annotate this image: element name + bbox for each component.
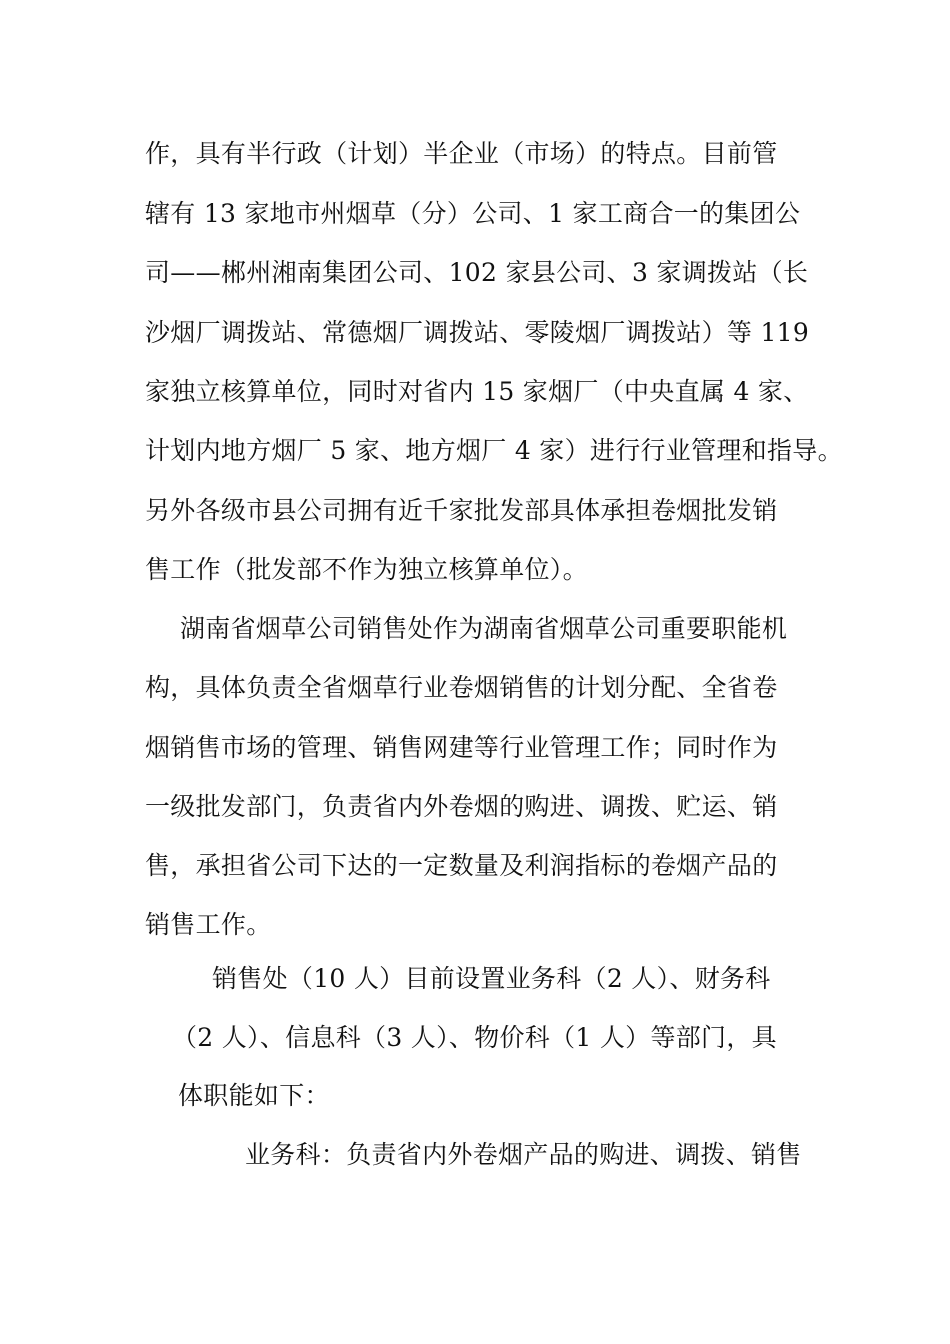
text-line: （2 人）、信息科（3 人）、物价科（1 人）等部门，具 bbox=[172, 1023, 777, 1052]
text-line: 销售工作。 bbox=[145, 910, 272, 939]
text-line: 沙烟厂调拨站、常德烟厂调拨站、零陵烟厂调拨站）等 119 bbox=[145, 318, 810, 347]
text-line: 一级批发部门，负责省内外卷烟的购进、调拨、贮运、销 bbox=[145, 792, 778, 821]
text-line: 体职能如下： bbox=[178, 1081, 330, 1110]
text-line: 作，具有半行政（计划）半企业（市场）的特点。目前管 bbox=[145, 139, 778, 168]
text-line: 司——郴州湘南集团公司、102 家县公司、3 家调拨站（长 bbox=[145, 258, 809, 287]
text-line: 烟销售市场的管理、销售网建等行业管理工作；同时作为 bbox=[145, 733, 778, 762]
text-line: 售，承担省公司下达的一定数量及利润指标的卷烟产品的 bbox=[145, 851, 778, 880]
text-line: 家独立核算单位，同时对省内 15 家烟厂（中央直属 4 家、 bbox=[145, 377, 809, 406]
text-line: 售工作（批发部不作为独立核算单位）。 bbox=[145, 555, 588, 584]
text-line: 辖有 13 家地市州烟草（分）公司、1 家工商合一的集团公 bbox=[145, 199, 801, 228]
text-line: 销售处（10 人）目前设置业务科（2 人）、财务科 bbox=[212, 964, 771, 993]
text-line: 另外各级市县公司拥有近千家批发部具体承担卷烟批发销 bbox=[145, 496, 778, 525]
text-line: 构，具体负责全省烟草行业卷烟销售的计划分配、全省卷 bbox=[145, 673, 778, 702]
text-line: 业务科：负责省内外卷烟产品的购进、调拨、销售 bbox=[245, 1140, 802, 1169]
text-line: 湖南省烟草公司销售处作为湖南省烟草公司重要职能机 bbox=[180, 614, 788, 643]
text-line: 计划内地方烟厂 5 家、地方烟厂 4 家）进行行业管理和指导。 bbox=[145, 436, 843, 465]
